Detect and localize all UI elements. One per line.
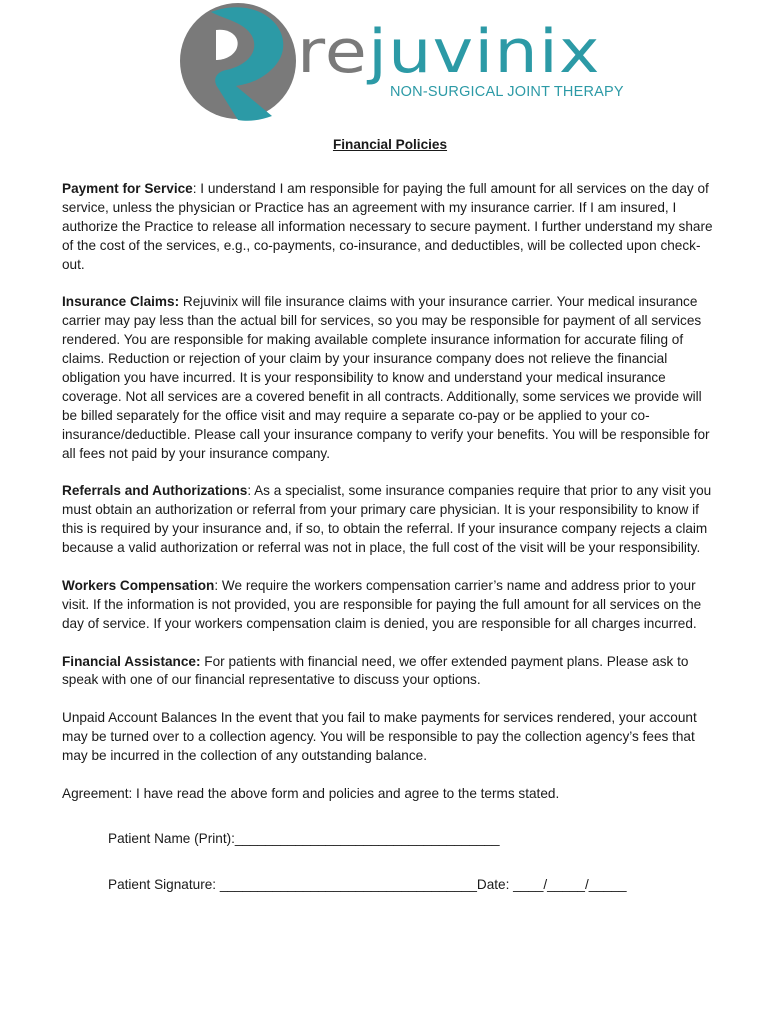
r-swoosh-logo-mark	[176, 0, 296, 122]
section-heading: Financial Assistance:	[62, 653, 201, 669]
section-workers-compensation	[62, 577, 718, 634]
rejuvinix-logo	[176, 0, 624, 122]
document-body	[62, 136, 718, 895]
patient-signature-field[interactable]: Patient Signature: __________________________________Date: ____/_____/_____	[108, 876, 627, 892]
section-insurance-claims	[62, 293, 718, 463]
logo-wordmark	[297, 17, 601, 87]
section-body: Rejuvinix will file insurance claims with your insurance carrier. Your medical insurance carrier may pay less than the actual bill for services, so you may be responsible for payment of all services rendered. You are responsible for making available complete insurance information for accurate filing of claims. Reduction or rejection of your claim by your insurance company does not relieve the financial obligation you have incurred. It is your responsibility to know and understand your medical insurance coverage. Not all services are a covered benefit in all contracts. Additionally, some services we provide will be billed separately for the office visit and may require a separate co-pay or be applied to your co-insurance/deductible. Please call your insurance company to verify your benefits. You will be responsible for all fees not paid by your insurance company.	[62, 294, 710, 461]
section-body: For patients with financial need, we offer extended payment plans. Please ask to speak with one of our financial representative to discuss your options.	[62, 653, 689, 688]
agreement-statement: Agreement: I have read the above form and policies and agree to the terms stated.	[62, 785, 560, 801]
section-body: : As a specialist, some insurance companies require that prior to any visit you must obtain an authorization or referral from your primary care physician. It is your responsibility to know if this is required by your insurance and, if so, to obtain the referral. If your insurance company rejects a claim because a valid authorization or referral was not in place, the full cost of the visit will be your responsibility.	[62, 483, 712, 556]
document-title: Financial Policies	[332, 137, 448, 152]
section-financial-assistance	[62, 653, 718, 691]
logo-wordmark-first: re	[297, 17, 368, 87]
section-body: : We require the workers compensation carrier’s name and address prior to your visit. If the information is not provided, you are responsible for paying the full amount for all services on the day of service. If your workers compensation claim is denied, you are responsible for all charges incurred.	[62, 577, 702, 631]
logo-tagline: NON-SURGICAL JOINT THERAPY	[390, 84, 624, 100]
section-body: : I understand I am responsible for paying the full amount for all services on the day of service, unless the physician or Practice has an agreement with my insurance carrier. If I am insured, I authorize the Practice to release all information necessary to secure payment. I further understand my share of the cost of the services, e.g., co-payments, co-insurance, and deductibles, will be collected upon check-out.	[62, 180, 713, 272]
section-unpaid-balances: Unpaid Account Balances In the event that you fail to make payments for services rendered, your account may be turned over to a collection agency. You will be responsible to pay the collection agency’s fees that may be incurred in the collection of any outstanding balance.	[62, 710, 697, 764]
section-heading: Referrals and Authorizations	[62, 483, 248, 499]
section-referrals	[62, 482, 718, 558]
patient-name-field[interactable]: Patient Name (Print):___________________________________	[108, 830, 500, 846]
section-payment-for-service	[62, 180, 718, 275]
logo-wordmark-rest: juvinix	[367, 17, 601, 87]
section-heading: Payment for Service	[62, 180, 193, 196]
section-heading: Workers Compensation	[62, 577, 215, 593]
section-heading: Insurance Claims:	[62, 294, 180, 310]
